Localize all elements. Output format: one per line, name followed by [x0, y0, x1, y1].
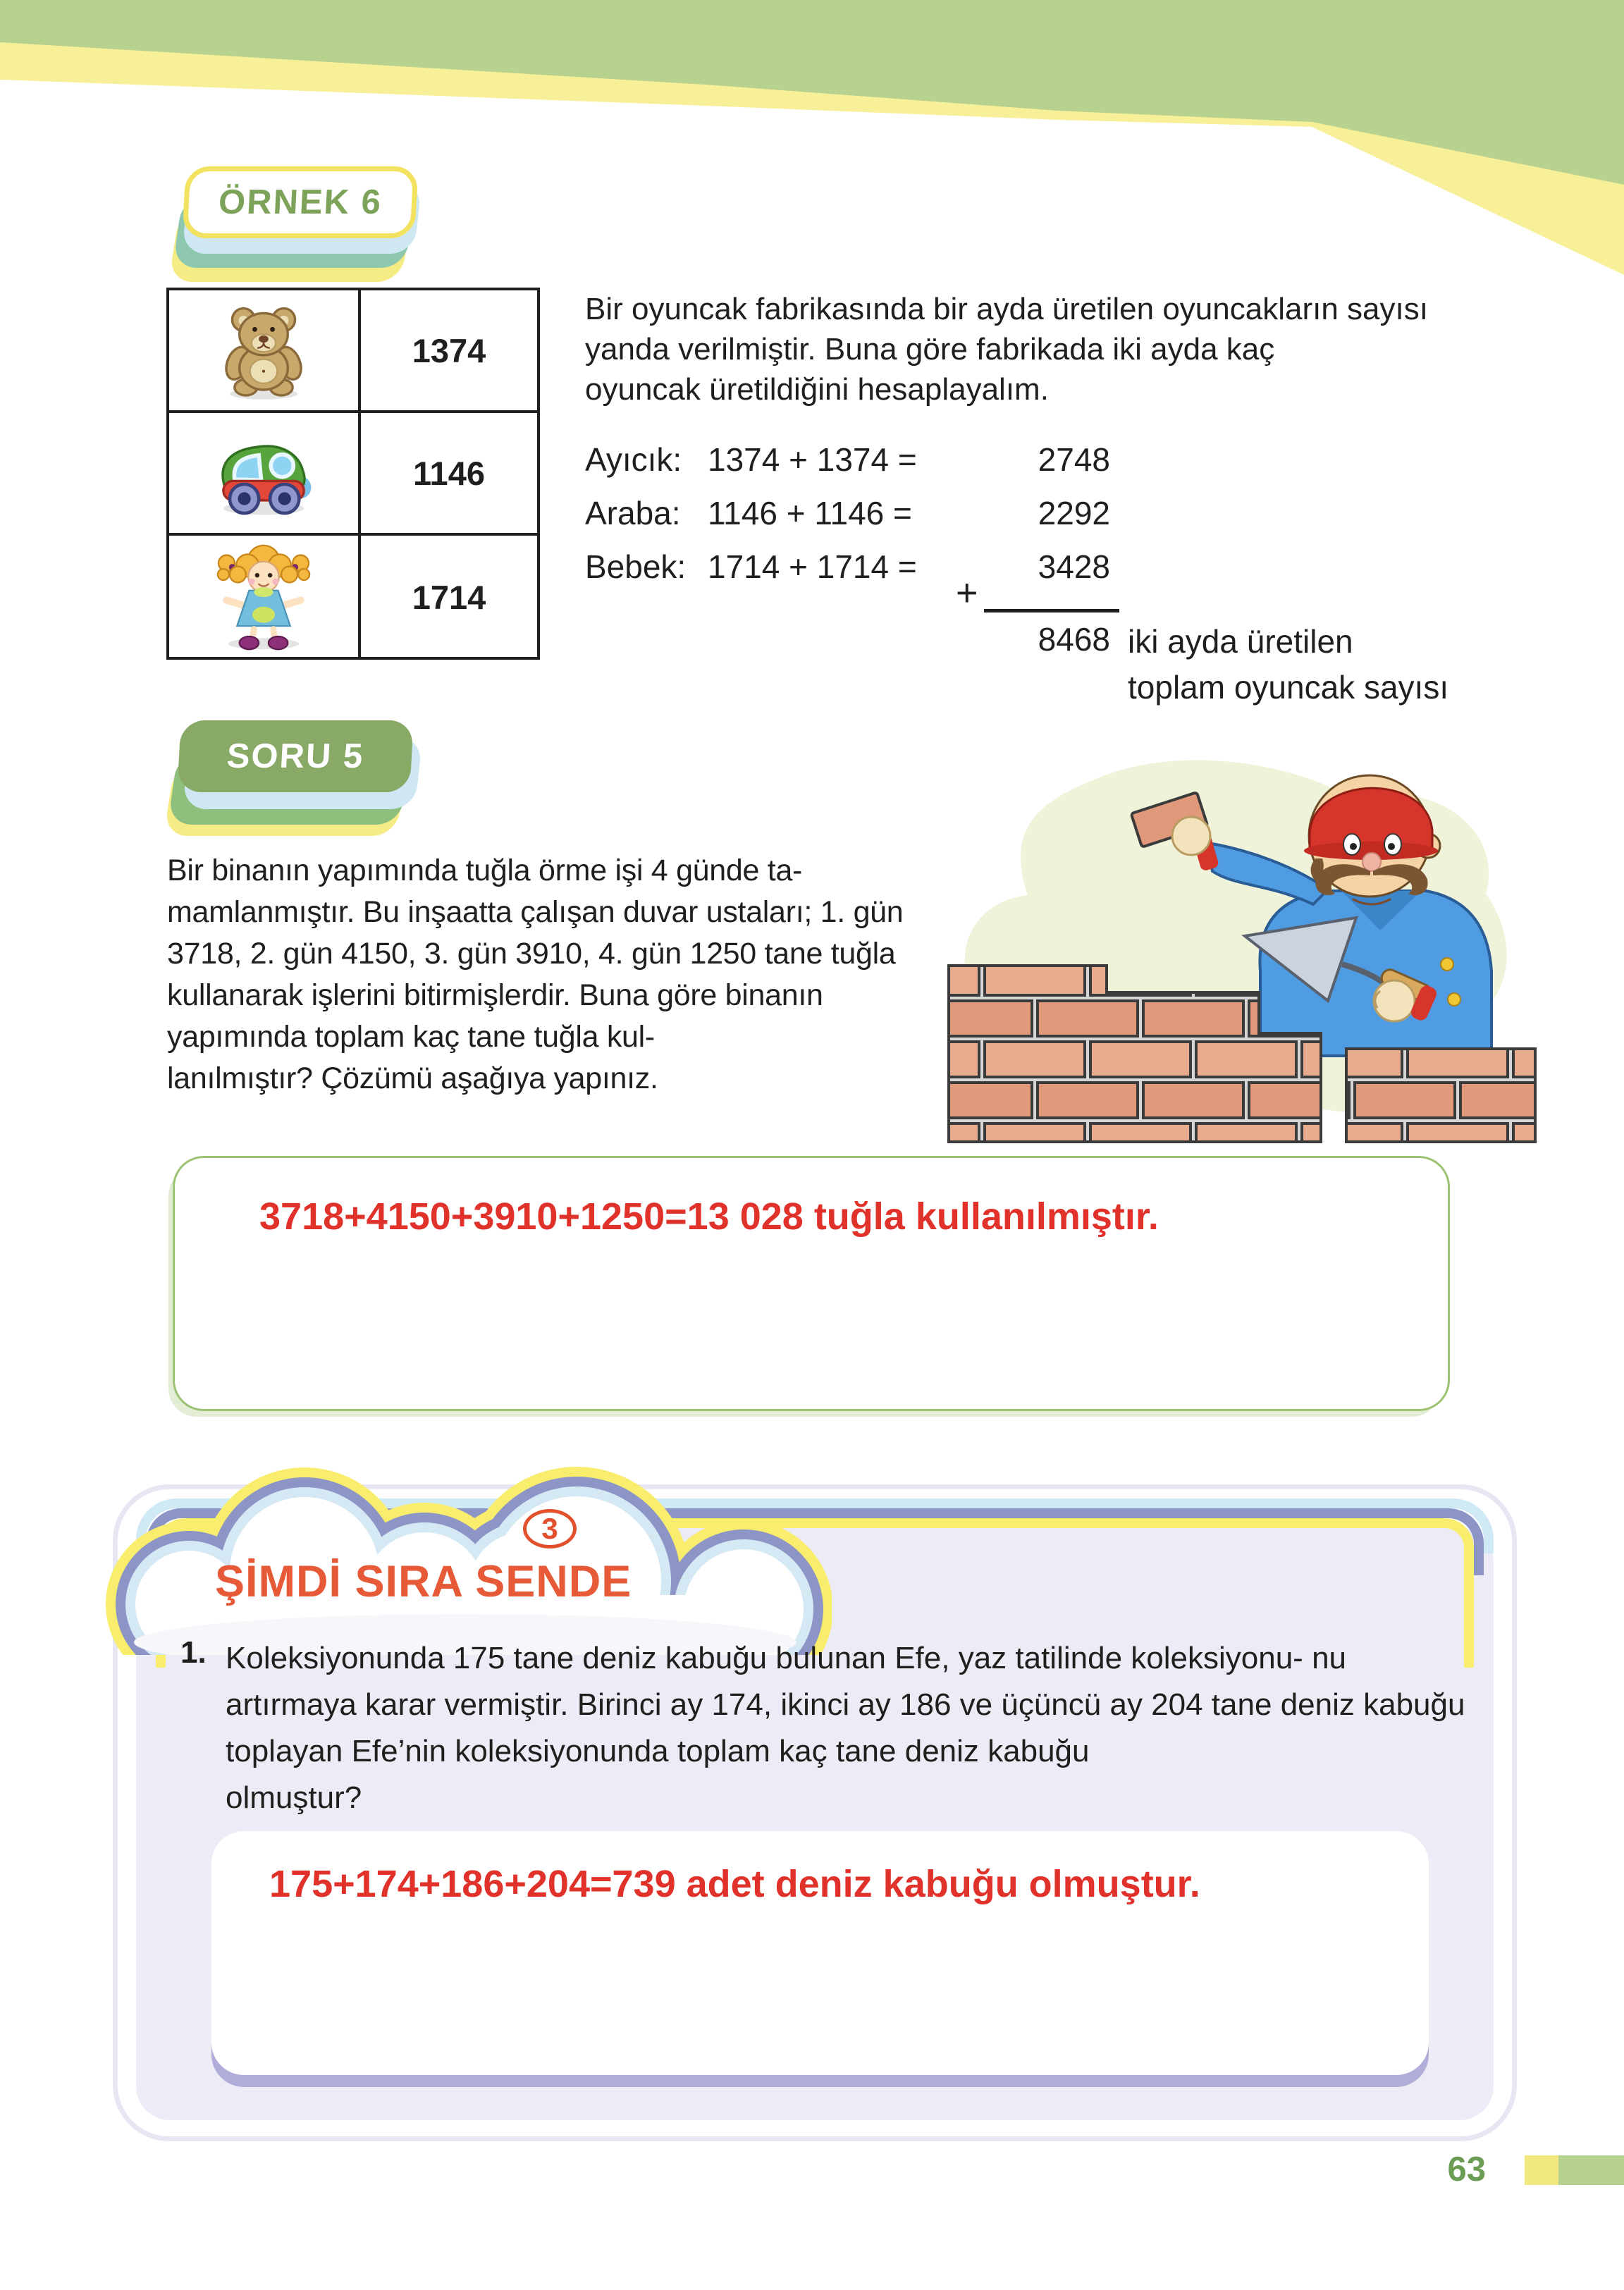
- footer-yellow-block: [1525, 2155, 1558, 2185]
- table-row: [169, 413, 537, 536]
- text-line: Koleksiyonunda 175 tane deniz kabuğu bulunan Efe, yaz tatilinde koleksiyonu-: [226, 1641, 1303, 1675]
- calc-result: 2292: [1038, 495, 1110, 531]
- text-line: olmuştur?: [226, 1780, 362, 1815]
- ornek6-badge-label: ÖRNEK 6: [182, 166, 418, 238]
- calc-result: 3428: [1038, 548, 1110, 585]
- text-line: Bir binanın yapımında tuğla örme işi 4 günde ta-: [167, 854, 803, 887]
- bricklayer-illustration: [929, 753, 1537, 1145]
- toy-count: 1146: [413, 454, 485, 492]
- total-note-line1: iki ayda üretilen: [1128, 623, 1353, 660]
- sira-sende-answer-text: 175+174+186+204=739 adet deniz kabuğu olmuştur.: [269, 1863, 1200, 1905]
- footer-green-block: [1558, 2155, 1624, 2185]
- sira-sende-title: ŞİMDİ SIRA SENDE: [215, 1557, 632, 1606]
- text-line: lanılmıştır? Çözümü aşağıya yapınız.: [167, 1061, 658, 1095]
- sira-sende-question: [226, 1635, 1475, 1821]
- table-row: [169, 536, 537, 658]
- cloud-decoration: [106, 1443, 832, 1655]
- toy-count: 1374: [412, 331, 486, 369]
- text-line: nu artırmaya karar vermiştir. Birinci ay 174, ikinci ay 186 ve üçüncü ay 204 tane: [226, 1641, 1347, 1722]
- soru5-question: [167, 850, 927, 1100]
- soru5-answer-text: 3718+4150+3910+1250=13 028 tuğla kullanılmıştır.: [259, 1195, 1159, 1238]
- text-line: deniz kabuğu toplayan Efe’nin koleksiyonunda toplam kaç tane deniz kabuğu: [226, 1687, 1465, 1768]
- calc-total: 8468: [1038, 621, 1110, 658]
- ornek6-badge: [180, 166, 423, 286]
- teddy-bear-illustration: [169, 290, 361, 410]
- section-number: 3: [541, 1512, 558, 1545]
- section-number-badge: [523, 1509, 577, 1549]
- doll-illustration: [169, 536, 361, 658]
- table-row: [169, 290, 537, 413]
- soru5-answer-box: [173, 1156, 1450, 1411]
- ornek6-intro: [585, 289, 1470, 410]
- calc-label: Bebek:: [585, 548, 687, 585]
- text-line: göre binanın yapımında toplam kaç tane tuğla kul-: [167, 978, 823, 1054]
- text-line: Bir oyuncak fabrikasında bir ayda üretilen oyuncakların: [585, 292, 1339, 326]
- calc-expression: 1374 + 1374 =: [708, 441, 917, 478]
- calc-result: 2748: [1038, 441, 1110, 478]
- text-line: tane tuğla kullanarak işlerini bitirmişlerdir. Buna: [167, 937, 896, 1012]
- soru5-badge-label: SORU 5: [177, 720, 413, 792]
- sira-sende-answer-box: [211, 1831, 1429, 2075]
- page-number: 63: [1447, 2150, 1486, 2189]
- toy-count-table: [166, 288, 540, 660]
- text-line: 1. gün 3718, 2. gün 4150, 3. gün 3910, 4. gün 1250: [167, 895, 904, 971]
- total-note-line2: toplam oyuncak sayısı: [1128, 669, 1449, 706]
- calc-label: Araba:: [585, 495, 681, 531]
- calc-label: Ayıcık:: [585, 441, 682, 478]
- text-line: oyuncak üretildiğini hesaplayalım.: [585, 372, 1049, 407]
- calc-expression: 1146 + 1146 =: [708, 495, 912, 531]
- sum-rule: [984, 609, 1119, 612]
- text-line: sayısı yanda verilmiştir. Buna göre fabrikada iki ayda kaç: [585, 292, 1428, 367]
- soru5-badge: [175, 720, 418, 840]
- calc-expression: 1714 + 1714 =: [708, 548, 917, 585]
- toy-count: 1714: [412, 578, 486, 616]
- question-number: 1.: [180, 1635, 207, 1670]
- text-line: mamlanmıştır. Bu inşaatta çalışan duvar ustaları;: [167, 895, 812, 929]
- toy-car-illustration: [169, 413, 361, 533]
- plus-sign: +: [956, 572, 978, 614]
